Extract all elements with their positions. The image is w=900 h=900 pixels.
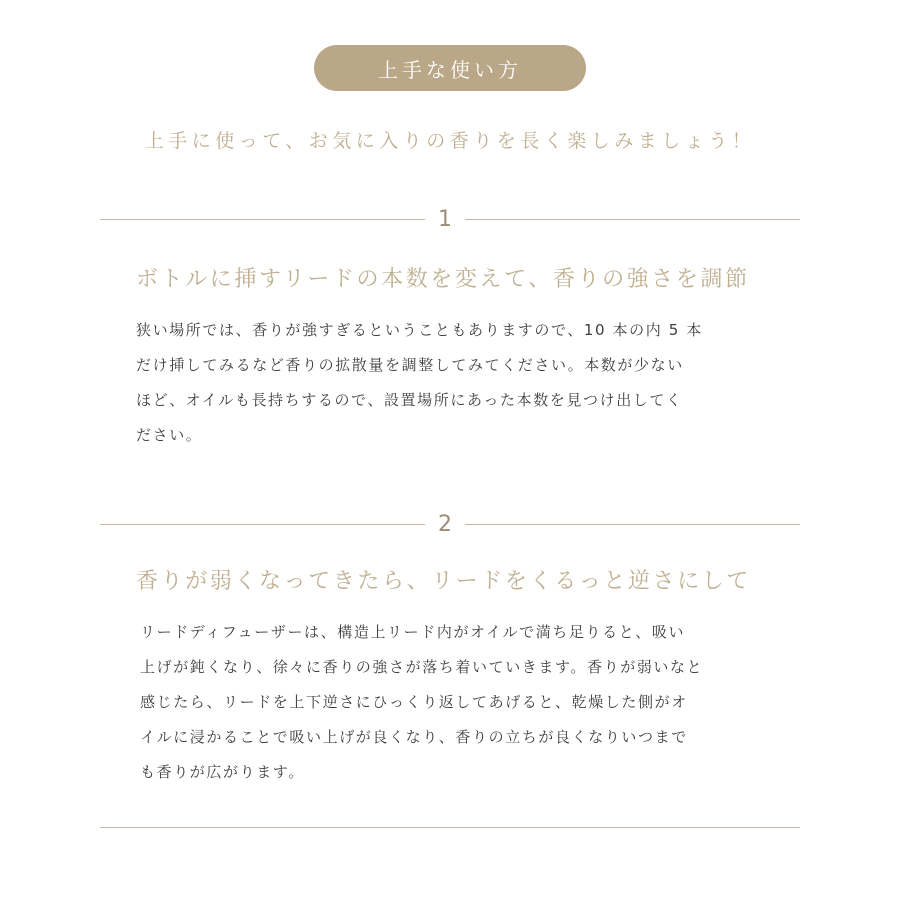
usage-title: 上手な使い方 [378, 57, 522, 82]
bottom-divider [100, 813, 800, 843]
divider-line-left [100, 524, 425, 525]
divider-line-right [465, 524, 800, 525]
section-number: 2 [438, 512, 452, 537]
usage-title-badge [314, 45, 586, 91]
section-heading: ボトルに挿すリードの本数を変えて、香りの強さを調節 [136, 267, 750, 292]
section-heading: 香りが弱くなってきたら、リードをくるっと逆さにして [136, 569, 752, 594]
divider-line-right [465, 219, 800, 220]
divider-line-left [100, 219, 425, 220]
section-number: 1 [438, 207, 452, 232]
divider-line [100, 827, 800, 828]
subtitle: 上手に使って、お気に入りの香りを長く楽しみましょう！ [144, 130, 756, 152]
section-divider-2 [100, 510, 800, 540]
section-body [136, 313, 776, 453]
body-line: 狭い場所では、香りが強すぎるということもありますので、10 本の内 5 本 [136, 321, 703, 339]
section-divider-1 [100, 205, 800, 235]
body-line: イルに浸かることで吸い上げが良くなり、香りの立ちが良くなりいつまで [140, 728, 688, 746]
body-line: ほど、オイルも長持ちするので、設置場所にあった本数を見つけ出してく [136, 391, 683, 409]
body-line: も香りが広がります。 [140, 763, 305, 781]
body-line: 感じたら、リードを上下逆さにひっくり返してあげると、乾燥した側がオ [140, 693, 688, 711]
body-line: リードディフューザーは、構造上リード内がオイルで満ち足りると、吸い [140, 623, 686, 641]
body-line: 上げが鈍くなり、徐々に香りの強さが落ち着いていきます。香りが弱いなと [140, 658, 704, 676]
body-line: ださい。 [136, 426, 203, 444]
body-line: だけ挿してみるなど香りの拡散量を調整してみてください。本数が少ない [136, 356, 684, 374]
section-body [140, 615, 780, 790]
